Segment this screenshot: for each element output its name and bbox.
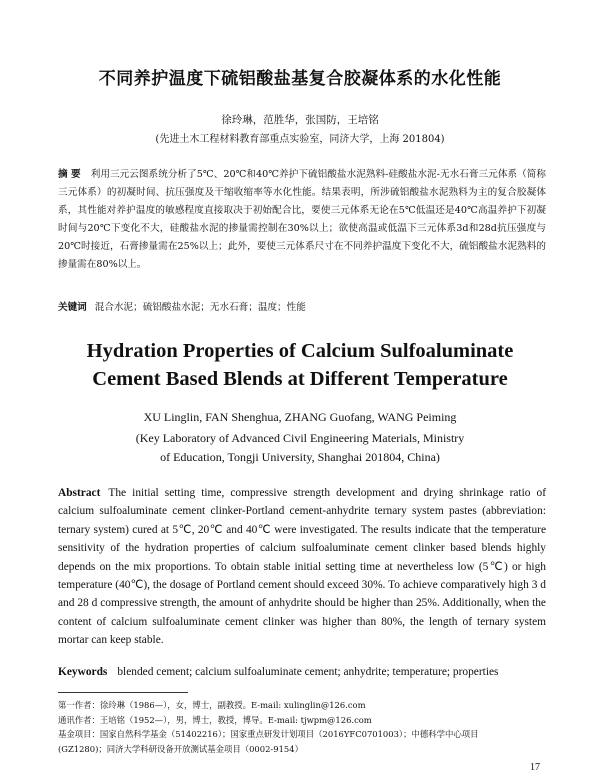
footnote-first-author: 第一作者：徐玲琳（1986—），女，博士，副教授。E-mail: xulinglin@126.com	[58, 700, 366, 710]
english-keywords-text: blended cement; calcium sulfoaluminate cement; anhydrite; temperature; properties	[117, 666, 499, 678]
english-abstract	[58, 484, 546, 650]
english-title-line-1: Hydration Properties of Calcium Sulfoaluminate	[86, 340, 514, 362]
english-keywords-label: Keywords	[58, 666, 108, 678]
chinese-affiliation: (先进土木工程材料教育部重点实验室，同济大学，上海 201804)	[155, 134, 445, 145]
english-affiliation: (Key Laboratory of Advanced Civil Engineering Materials, Ministry of Education, Tongji University, Shanghai 201804, China)	[135, 431, 465, 464]
english-keywords	[58, 666, 546, 678]
footnote-corresponding-author: 通讯作者：王培铭（1952—），男，博士，教授，博导。E-mail: tjwpm@126.com	[58, 714, 372, 725]
chinese-keywords-label: 关键词	[58, 302, 87, 313]
chinese-abstract-text: 利用三元云图系统分析了5℃、20℃和40℃养护下硫铝酸盐水泥熟料-硅酸盐水泥-无水石膏三元体系（简称三元体系）的初凝时间、抗压强度及干缩收缩率等水化性能。结果表明，所涉硫铝酸盐水泥熟料为主的复合胶凝体系，其性能对养护温度的敏感程度直接取决于初始配合比，要使三元体系无论在5℃低温还是40℃高温养护下初凝时间与20℃下变化不大，硅酸盐水泥的掺量需控制在30%以上；欲使高温或低温下三元体系3d和28d抗压强度与20℃时接近，石膏掺量需在25%以上；此外，要使三元体系尺寸在不同养护温度下变化不大，硫铝酸盐水泥熟料的掺量需在80%以上。	[58, 169, 546, 270]
chinese-abstract-label: 摘 要	[58, 169, 81, 180]
footnote-funding: 基金项目：国家自然科学基金（51402216）；国家重点研发计划项目（2016YFC0701003）；中德科学中心项目	[58, 729, 479, 739]
chinese-keywords	[58, 299, 546, 313]
footnotes	[58, 698, 548, 756]
footnote-rule	[58, 692, 188, 693]
footnote-funding-continued: (GZ1280)；同济大学科研设备开放测试基金项目（0002-9154）	[58, 743, 303, 754]
chinese-keywords-text: 混合水泥；硫铝酸盐水泥；无水石膏；温度；性能	[94, 302, 306, 313]
english-authors: XU Linglin, FAN Shenghua, ZHANG Guofang, WANG Peiming	[143, 410, 457, 424]
english-title-line-2: Cement Based Blends at Different Temperature	[92, 368, 508, 390]
english-abstract-label: Abstract	[58, 487, 101, 499]
chinese-abstract	[58, 166, 546, 274]
english-title	[0, 337, 600, 393]
english-abstract-text: The initial setting time, compressive strength development and drying shrinkage ratio of calcium sulfoaluminate cement clinker-Portland cement-anhydrite ternary system pastes (abbreviation: ternary system) cured at 5℃, 20℃ and 40℃ were investigated. The results indicate that the temperature sensitivity of the hydration properties of calcium sulfoaluminate cement clinker based blends highly depends on the mix proportions. To obtain stable initial setting time at nevertheless low (5℃) or high temperature (40℃), the dosage of Portland cement should exceed 30%. To achieve comparatively high 3 d and 28 d compressive strength, the amount of anhydrite should be higher than 25%. Additionally, when the content of calcium sulfoaluminate cement clinker was higher than 80%, the length of ternary system mortar can keep stable.	[58, 487, 546, 647]
chinese-authors: 徐玲琳，范胜华，张国防，王培铭	[221, 114, 379, 126]
chinese-title: 不同养护温度下硫铝酸盐基复合胶凝体系的水化性能	[98, 69, 502, 89]
page-number: 17	[530, 762, 540, 773]
